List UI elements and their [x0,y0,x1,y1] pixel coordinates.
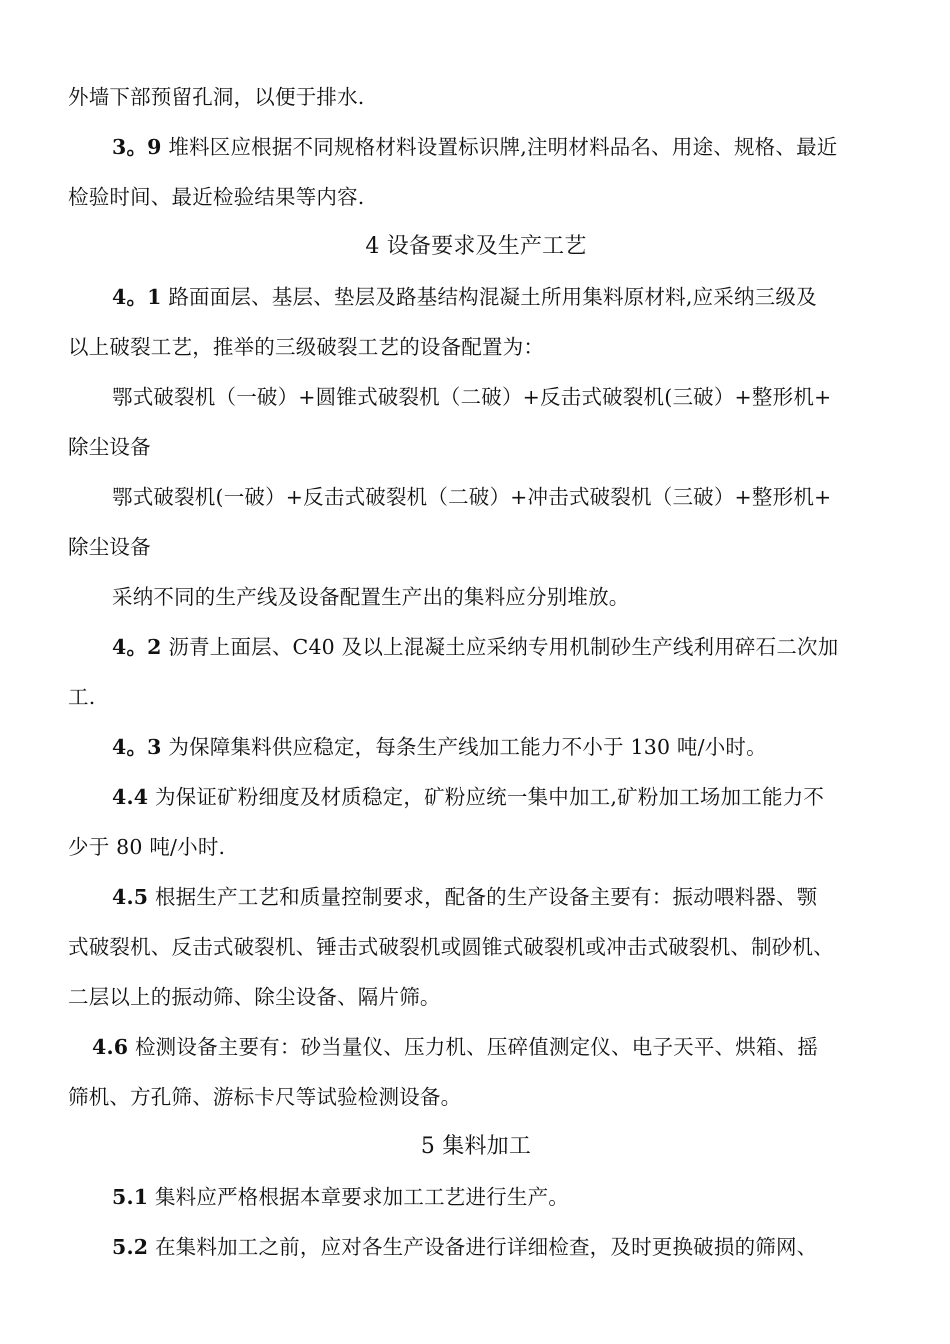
heading-text: 5 集料加工 [420,1134,532,1159]
line-text: 外墙下部预留孔洞，以便于排水. [68,85,365,109]
clause-number: 4。3 [112,735,162,759]
line-text: 根据生产工艺和质量控制要求，配备的生产设备主要有：振动喂料器、颚 [148,885,818,909]
body-line [68,172,884,222]
line-text: 二层以上的振动筛、除尘设备、隔片筛。 [68,985,441,1009]
clause-number: 4。1 [112,285,162,309]
clause-number: 4.6 [92,1035,129,1059]
body-line [68,1072,884,1122]
line-text: 式破裂机、反击式破裂机、锤击式破裂机或圆锥式破裂机或冲击式破裂机、制砂机、 [68,935,834,959]
section-heading [68,222,884,272]
line-text: 鄂式破裂机（一破）+圆锥式破裂机（二破）+反击式破裂机(三破）+整形机+ [112,385,832,409]
line-text: 少于 80 吨/小时. [68,835,226,859]
line-text: 工. [68,685,96,709]
body-line [68,522,884,572]
body-line [68,322,884,372]
line-text: 除尘设备 [68,435,151,459]
paragraph-line [68,722,884,772]
clause-number: 4.4 [112,785,149,809]
line-text: 除尘设备 [68,535,151,559]
paragraph-line [68,622,884,672]
paragraph-line [68,372,884,422]
body-line [68,422,884,472]
line-text: 堆料区应根据不同规格材料设置标识牌,注明材料品名、用途、规格、最近 [161,135,838,159]
section-heading [68,1122,884,1172]
line-text: 采纳不同的生产线及设备配置生产出的集料应分别堆放。 [112,585,630,609]
clause-number: 5.1 [112,1185,149,1209]
line-text: 沥青上面层、C40 及以上混凝土应采纳专用机制砂生产线利用碎石二次加 [161,635,839,659]
line-text: 筛机、方孔筛、游标卡尺等试验检测设备。 [68,1085,462,1109]
paragraph-line [68,122,884,172]
paragraph-line [68,872,884,922]
clause-number: 4。2 [112,635,162,659]
line-text: 检验时间、最近检验结果等内容. [68,185,365,209]
body-line [68,672,884,722]
line-text: 以上破裂工艺，推举的三级破裂工艺的设备配置为： [68,335,545,359]
line-text: 在集料加工之前，应对各生产设备进行详细检查，及时更换破损的筛网、 [148,1235,818,1259]
clause-number: 4.5 [112,885,149,909]
body-line [68,822,884,872]
line-text: 路面面层、基层、垫层及路基结构混凝土所用集料原材料,应采纳三级及 [161,285,817,309]
paragraph-line [68,1172,884,1222]
line-text: 为保障集料供应稳定，每条生产线加工能力不小于 130 吨/小时。 [161,735,767,759]
line-text: 鄂式破裂机(一破）+反击式破裂机（二破）+冲击式破裂机（三破）+整形机+ [112,485,832,509]
paragraph-line [68,1222,884,1272]
paragraph-line [68,1022,884,1072]
clause-number: 3。9 [112,135,162,159]
body-line [68,922,884,972]
paragraph-line [68,272,884,322]
line-text: 为保证矿粉细度及材质稳定，矿粉应统一集中加工,矿粉加工场加工能力不 [148,785,825,809]
body-line [68,972,884,1022]
paragraph-line [68,572,884,622]
paragraph-line [68,772,884,822]
body-line [68,72,884,122]
line-text: 集料应严格根据本章要求加工工艺进行生产。 [148,1185,569,1209]
clause-number: 5.2 [112,1235,149,1259]
paragraph-line [68,472,884,522]
line-text: 检测设备主要有：砂当量仪、压力机、压碎值测定仪、电子天平、烘箱、摇 [128,1035,819,1059]
heading-text: 4 设备要求及生产工艺 [365,234,587,259]
